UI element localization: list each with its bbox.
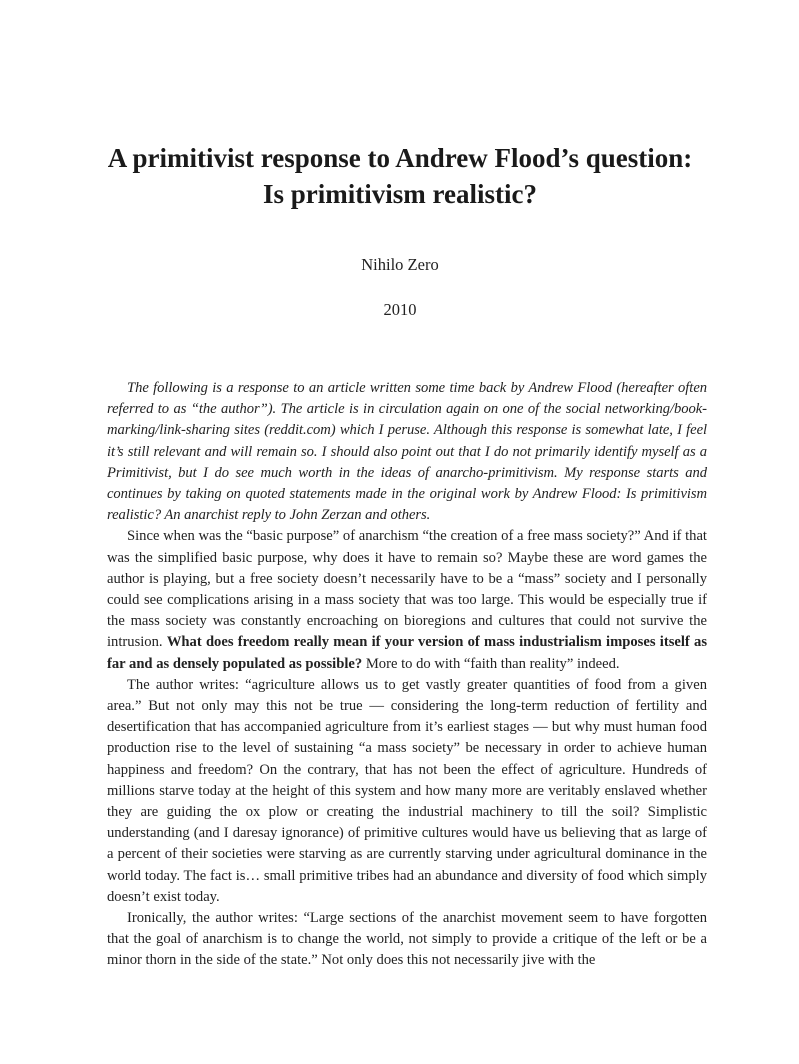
document-title: A primitivist response to Andrew Flood’s question: Is primitivism realistic? — [107, 143, 693, 209]
paragraph-text: Since when was the “basic purpose” of anarchism “the creation of a free mass society?” And if that was the simplified basic purpose, why does it have to remain so? Maybe these are word games the author is playing, but a free society doesn’t necessarily have to be a “mass” society and I personally could see complications arising in a mass society that was too large. This would be especially true if the mass society was constantly encroaching on bioregions and cultures that could not survive the intrusion. — [107, 528, 707, 651]
document-body — [107, 378, 707, 972]
document-date: 2010 — [383, 300, 417, 319]
body-paragraph — [107, 526, 707, 674]
body-paragraph: The author writes: “agriculture allows us to get vastly greater quantities of food from a given area.” But not only may this not be true — considering the long-term reduction of fertility and desertification that has accompanied agriculture from it’s earliest stages — but why must human food production rise to the level of sustaining “a mass society” be necessary in order to achieve human happiness and freedom? On the contrary, that has not been the effect of agriculture. Hundreds of millions starve today at the height of this system and how many more are veritably enslaved whether they are guiding the ox plow or creating the industrial machinery to till the soil? Simplistic understanding (and I daresay ignorance) of primitive cultures would have us believing that as large of a percent of their societies were starving as are currently starving under agricultural dominance in the world today. The fact is… small primitive tribes had an abundance and diversity of food which simply doesn’t exist today. — [107, 676, 707, 905]
abstract-paragraph: The following is a response to an article written some time back by Andrew Flood (hereafter often referred to as “the author”). The article is in circulation again on one of the social networking/bookmarking/link-sharing sites (reddit.com) which I peruse. Although this response is somewhat late, I feel it’s still relevant and will remain so. I should also point out that I do not primarily identify myself as a Primitivist, but I do see much worth in the ideas of anarcho-primitivism. My response starts and continues by taking on quoted statements made in the original work by Andrew Flood: Is primitivism realistic? An anarchist reply to John Zerzan and others. — [107, 380, 707, 524]
document-author: Nihilo Zero — [361, 255, 439, 274]
body-paragraph: Ironically, the author writes: “Large sections of the anarchist movement seem to have forgotten that the goal of anarchism is to change the world, not simply to provide a critique of the left or be a minor thorn in the side of the state.” Not only does this not necessarily jive with the — [107, 910, 707, 969]
bold-question: What does freedom really mean if your version of mass industrialism imposes itself as far and as densely populated as possible? — [107, 634, 707, 672]
paragraph-text: More to do with “faith than reality” indeed. — [362, 655, 620, 672]
